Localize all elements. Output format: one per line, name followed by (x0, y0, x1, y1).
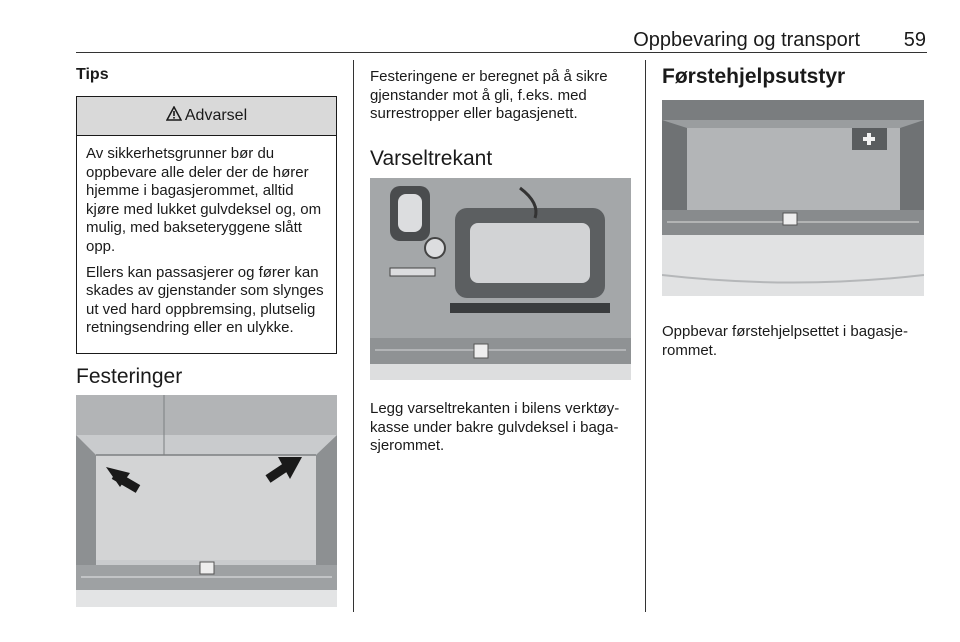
warning-paragraph: Ellers kan passasjerer og fører kan skades av gjenstander som slynges ut ved hard oppbremsing, plutselig retningsendring eller en ulykke. (86, 263, 324, 337)
column-divider (645, 60, 646, 612)
header-title: Oppbevaring og transport (633, 29, 860, 51)
tips-label: Tips (76, 66, 109, 83)
festeringer-text: Festeringene er beregnet på å sikre gjenstander mot å gli, f.eks. med surrestropper eller bagasjenett. (370, 68, 608, 123)
warning-triangle-icon (166, 106, 182, 126)
varseltrekant-heading: Varseltrekant (370, 147, 493, 170)
trunk-anchor-image (76, 395, 337, 607)
warning-box (76, 96, 337, 354)
warning-title: Advarsel (184, 107, 248, 124)
first-aid-kit-image (662, 100, 924, 296)
warning-paragraph: Av sikkerhetsgrunner bør du oppbevare alle deler der de hører hjemme i bagasjerommet, alltid kjøre med lukket gulvdeksel og, om mulig, med bakseteryggene slått opp. (86, 145, 322, 255)
varseltrekant-text: Legg varseltrekanten i bilens verktøy-kasse under bakre gulvdeksel i baga-sjerommet. (370, 400, 620, 455)
warning-body (77, 136, 336, 338)
warning-header (77, 97, 336, 136)
forstehjelp-heading: Førstehjelpsutstyr (662, 65, 846, 88)
column-divider (353, 60, 354, 612)
festeringer-heading: Festeringer (76, 365, 183, 388)
forstehjelp-text: Oppbevar førstehjelpsettet i bagasje-rommet. (662, 323, 908, 359)
header-rule (76, 52, 927, 53)
tool-box-image (370, 178, 631, 380)
page-number: 59 (903, 29, 926, 51)
